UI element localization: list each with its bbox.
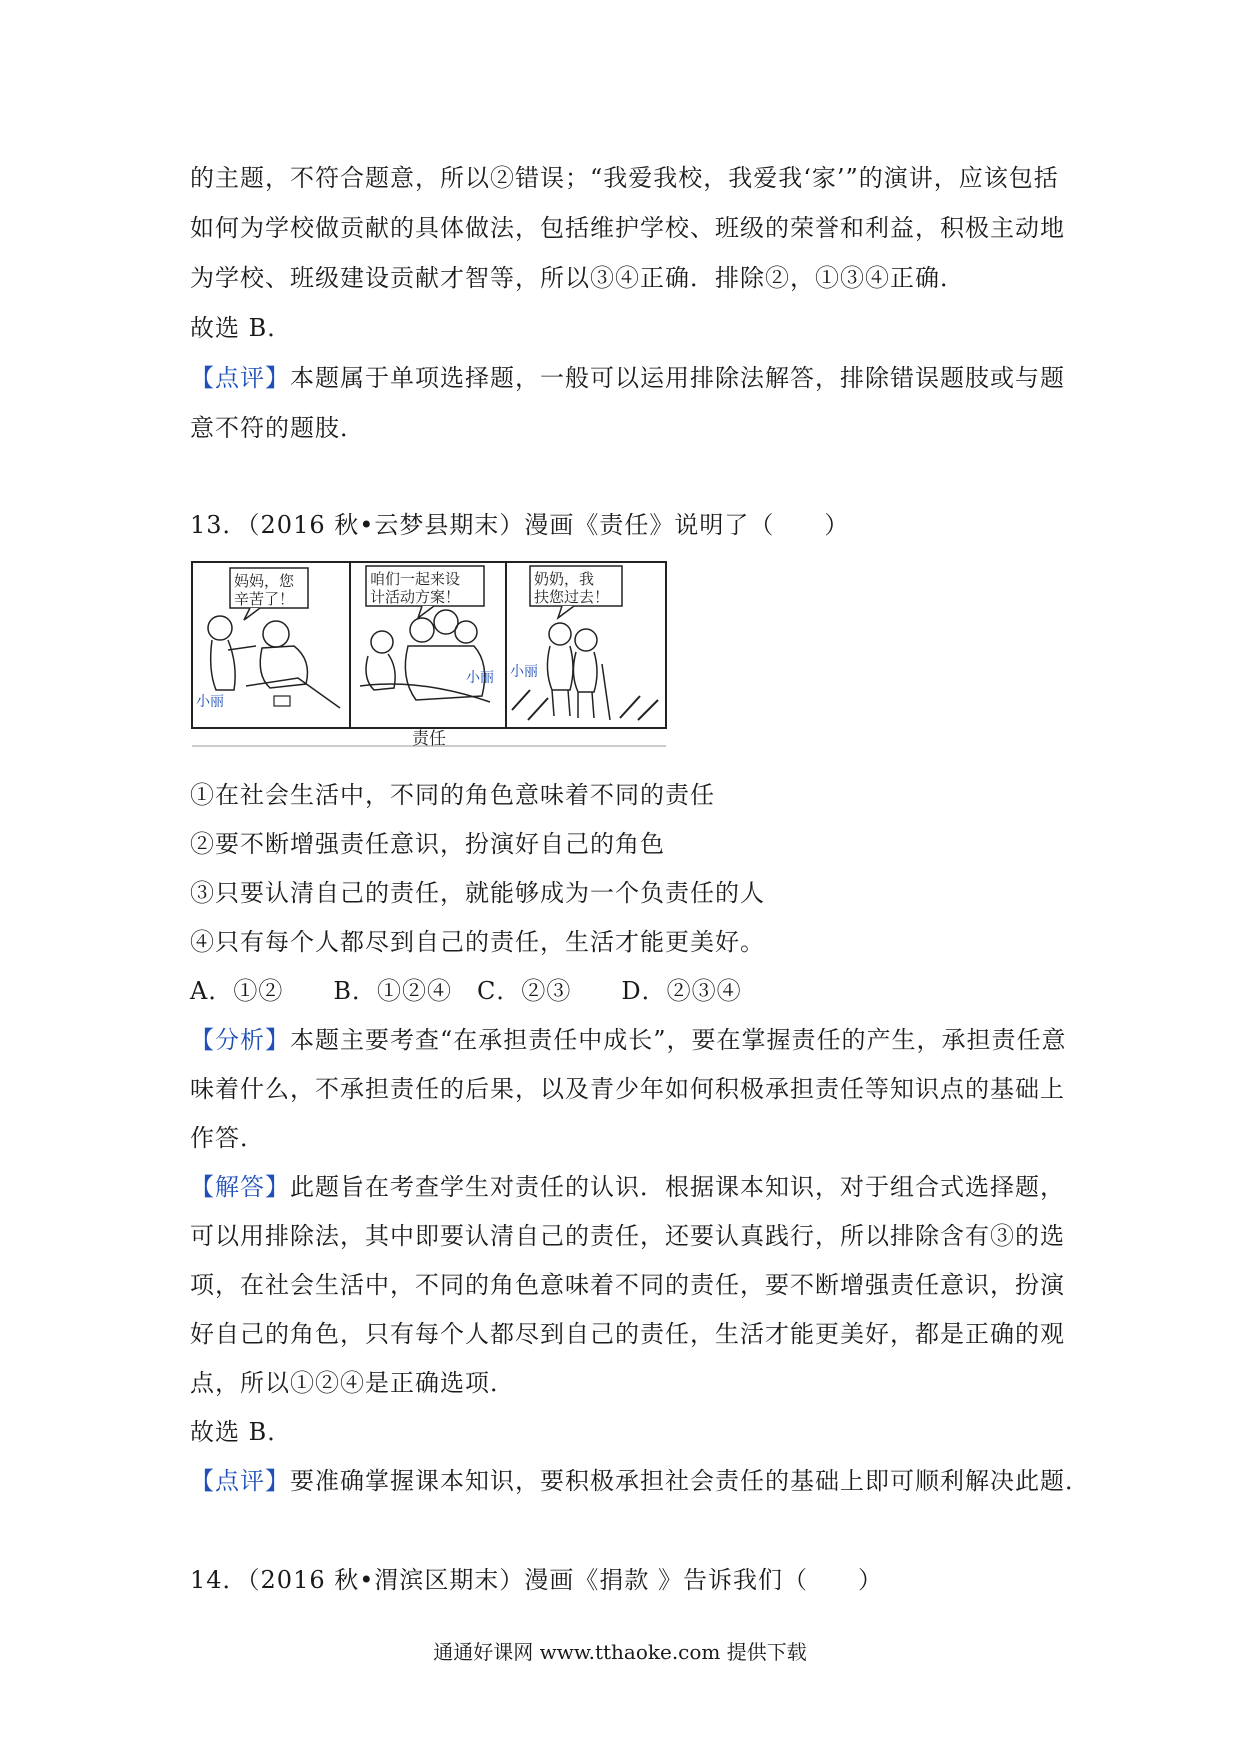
prev-answer-line-1: 的主题，不符合题意，所以②错误；“我爱我校，我爱我‘家’”的演讲，应该包括: [190, 164, 1059, 192]
bubble-3-line-1: 奶奶，我: [534, 570, 595, 588]
solution-line-3: 项，在社会生活中，不同的角色意味着不同的责任，要不断增强责任意识，扮演: [190, 1271, 1065, 1299]
analysis-text: 本题主要考查“在承担责任中成长”，要在掌握责任的产生，承担责任意: [290, 1026, 1067, 1054]
solution-line-2: 可以用排除法，其中即要认清自己的责任，还要认真践行，所以排除含有③的选: [190, 1222, 1065, 1250]
bubble-2-line-2: 计活动方案！: [370, 588, 461, 606]
question-13-stem: 13．（2016 秋•云梦县期末）漫画《责任》说明了（ ）: [190, 511, 850, 539]
q13-conclusion: 故选 B．: [190, 1418, 293, 1446]
solution-line-4: 好自己的角色，只有每个人都尽到自己的责任，生活才能更美好，都是正确的观: [190, 1320, 1065, 1348]
bubble-1-line-2: 辛苦了！: [234, 590, 295, 608]
statement-2: ②要不断增强责任意识，扮演好自己的角色: [190, 830, 665, 858]
statement-1: ①在社会生活中，不同的角色意味着不同的责任: [190, 781, 715, 809]
prev-comment-text: 本题属于单项选择题，一般可以运用排除法解答，排除错误题肢或与题: [290, 364, 1065, 392]
analysis-line-2: 味着什么，不承担责任的后果，以及青少年如何积极承担责任等知识点的基础上: [190, 1075, 1065, 1103]
statement-3: ③只要认清自己的责任，就能够成为一个负责任的人: [190, 879, 765, 907]
comic-panel-1: [196, 568, 340, 710]
q13-comment-tag: 【点评】: [190, 1467, 290, 1495]
bubble-3-line-2: 扶您过去！: [534, 588, 610, 606]
prev-conclusion: 故选 B．: [190, 314, 293, 342]
page-footer: 通通好课网 www.tthaoke.com 提供下载: [433, 1640, 807, 1664]
solution-line-5: 点，所以①②④是正确选项．: [190, 1369, 515, 1397]
question-14-stem: 14．（2016 秋•渭滨区期末）漫画《捐款 》告诉我们（ ）: [190, 1566, 884, 1594]
answer-options: A．①② B．①②④ C．②③ D．②③④: [190, 977, 742, 1005]
solution-text: 此题旨在考查学生对责任的认识．根据课本知识，对于组合式选择题，: [290, 1173, 1065, 1201]
prev-comment-line-2: 意不符的题肢．: [190, 414, 365, 442]
solution-tag: 【解答】: [190, 1173, 290, 1201]
bubble-1-line-1: 妈妈，您: [234, 572, 295, 590]
girl-name-panel-1: 小丽: [196, 694, 224, 710]
comic-caption: 责任: [412, 729, 446, 749]
bubble-2-line-1: 咱们一起来设: [370, 570, 461, 588]
q13-comment: [190, 1466, 1090, 1496]
prev-comment-line-1: [190, 363, 1065, 393]
comic-responsibility: [190, 560, 668, 758]
statement-4: ④只有每个人都尽到自己的责任，生活才能更美好。: [190, 928, 765, 956]
comment-tag: 【点评】: [190, 364, 290, 392]
prev-answer-line-2: 如何为学校做贡献的具体做法，包括维护学校、班级的荣誉和利益，积极主动地: [190, 214, 1065, 242]
analysis-tag: 【分析】: [190, 1026, 290, 1054]
q13-comment-text: 要准确掌握课本知识，要积极承担社会责任的基础上即可顺利解决此题．: [290, 1467, 1090, 1495]
girl-name-panel-3: 小丽: [510, 664, 538, 680]
prev-answer-line-3: 为学校、班级建设贡献才智等，所以③④正确．排除②，①③④正确．: [190, 264, 965, 292]
analysis-line-1: [190, 1025, 1067, 1055]
solution-line-1: [190, 1172, 1065, 1202]
girl-name-panel-2: 小丽: [466, 670, 494, 686]
comic-panel-2: [360, 566, 494, 702]
comic-panel-3: [510, 566, 658, 720]
analysis-line-3: 作答．: [190, 1124, 265, 1152]
